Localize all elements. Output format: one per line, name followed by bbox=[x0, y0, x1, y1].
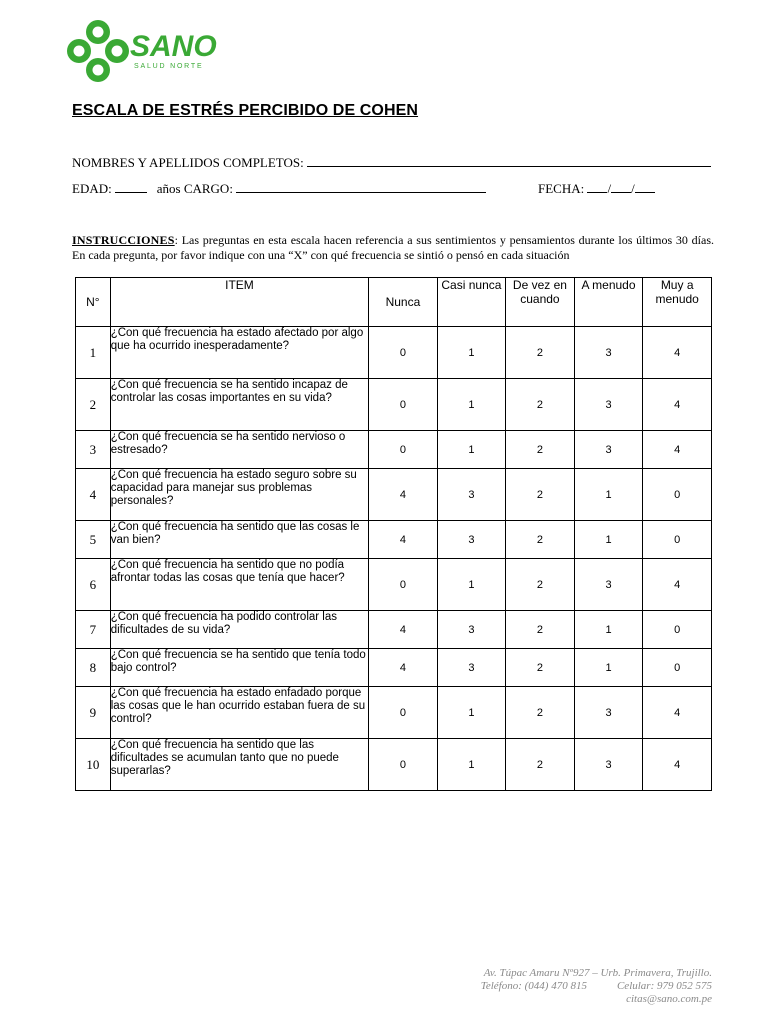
score-cell[interactable]: 4 bbox=[369, 521, 437, 559]
position-field[interactable] bbox=[236, 181, 486, 193]
score-cell[interactable]: 4 bbox=[643, 327, 712, 379]
row-number: 4 bbox=[76, 469, 111, 521]
score-cell[interactable]: 1 bbox=[574, 469, 643, 521]
header-almost-never: Casi nunca bbox=[437, 278, 505, 327]
score-cell[interactable]: 3 bbox=[437, 521, 505, 559]
row-number: 6 bbox=[76, 559, 111, 611]
score-cell[interactable]: 2 bbox=[506, 327, 575, 379]
score-cell[interactable]: 4 bbox=[369, 649, 437, 687]
score-cell[interactable]: 4 bbox=[643, 739, 712, 791]
score-cell[interactable]: 0 bbox=[643, 611, 712, 649]
footer-address: Av. Túpac Amaru Nº927 – Urb. Primavera, Trujillo. bbox=[483, 967, 712, 979]
score-cell[interactable]: 2 bbox=[506, 379, 575, 431]
score-cell[interactable]: 4 bbox=[643, 379, 712, 431]
table-row bbox=[76, 469, 712, 521]
score-cell[interactable]: 0 bbox=[643, 469, 712, 521]
row-question: ¿Con qué frecuencia ha sentido que las cosas le van bien? bbox=[110, 521, 369, 559]
table-row bbox=[76, 431, 712, 469]
sano-logo bbox=[64, 18, 234, 84]
score-cell[interactable]: 4 bbox=[369, 611, 437, 649]
score-cell[interactable]: 1 bbox=[574, 649, 643, 687]
table-row bbox=[76, 687, 712, 739]
footer-contact bbox=[481, 967, 712, 1006]
page-title: ESCALA DE ESTRÉS PERCIBIDO DE COHEN bbox=[72, 102, 419, 119]
row-number: 3 bbox=[76, 431, 111, 469]
score-cell[interactable]: 2 bbox=[506, 469, 575, 521]
table-row bbox=[76, 611, 712, 649]
position-label: CARGO: bbox=[183, 181, 233, 196]
score-cell[interactable]: 1 bbox=[574, 521, 643, 559]
header-never: Nunca bbox=[369, 278, 437, 327]
age-label: EDAD: bbox=[72, 181, 112, 196]
score-cell[interactable]: 3 bbox=[574, 379, 643, 431]
score-cell[interactable]: 4 bbox=[643, 431, 712, 469]
header-sometimes: De vez en cuando bbox=[506, 278, 575, 327]
score-cell[interactable]: 0 bbox=[369, 559, 437, 611]
score-cell[interactable]: 3 bbox=[574, 559, 643, 611]
score-cell[interactable]: 1 bbox=[437, 687, 505, 739]
stress-scale-table bbox=[75, 277, 712, 791]
table-row bbox=[76, 327, 712, 379]
table-header-row bbox=[76, 278, 712, 327]
row-question: ¿Con qué frecuencia ha sentido que no podía afrontar todas las cosas que tenía que hacer? bbox=[110, 559, 369, 611]
sano-logo-mark bbox=[64, 18, 234, 84]
score-cell[interactable]: 3 bbox=[437, 469, 505, 521]
age-position-date-row bbox=[72, 181, 712, 197]
row-number: 8 bbox=[76, 649, 111, 687]
footer-email[interactable]: citas@sano.com.pe bbox=[626, 993, 712, 1005]
header-often: A menudo bbox=[574, 278, 643, 327]
row-number: 1 bbox=[76, 327, 111, 379]
score-cell[interactable]: 3 bbox=[574, 327, 643, 379]
score-cell[interactable]: 2 bbox=[506, 431, 575, 469]
row-question: ¿Con qué frecuencia ha podido controlar las dificultades de su vida? bbox=[110, 611, 369, 649]
score-cell[interactable]: 4 bbox=[643, 559, 712, 611]
footer-phones bbox=[481, 980, 712, 993]
table-row bbox=[76, 379, 712, 431]
instructions-label: INSTRUCCIONES bbox=[72, 233, 175, 247]
row-number: 2 bbox=[76, 379, 111, 431]
logo-tagline: SALUD NORTE bbox=[134, 63, 204, 70]
score-cell[interactable]: 2 bbox=[506, 521, 575, 559]
date-group: FECHA: / / bbox=[538, 181, 655, 197]
date-month-field[interactable] bbox=[611, 181, 631, 193]
score-cell[interactable]: 1 bbox=[437, 431, 505, 469]
row-question: ¿Con qué frecuencia ha sentido que las dificultades se acumulan tanto que no puede superarlas? bbox=[110, 739, 369, 791]
header-num: N° bbox=[76, 278, 111, 327]
score-cell[interactable]: 1 bbox=[437, 739, 505, 791]
score-cell[interactable]: 0 bbox=[643, 649, 712, 687]
score-cell[interactable]: 2 bbox=[506, 687, 575, 739]
row-question: ¿Con qué frecuencia se ha sentido nervioso o estresado? bbox=[110, 431, 369, 469]
score-cell[interactable]: 1 bbox=[574, 611, 643, 649]
score-cell[interactable]: 0 bbox=[369, 379, 437, 431]
logo-brand: SANO bbox=[130, 30, 217, 63]
names-label: NOMBRES Y APELLIDOS COMPLETOS: bbox=[72, 155, 304, 170]
age-field[interactable] bbox=[115, 181, 147, 193]
row-question: ¿Con qué frecuencia se ha sentido que tenía todo bajo control? bbox=[110, 649, 369, 687]
score-cell[interactable]: 3 bbox=[437, 611, 505, 649]
score-cell[interactable]: 3 bbox=[574, 431, 643, 469]
table-row bbox=[76, 739, 712, 791]
score-cell[interactable]: 2 bbox=[506, 739, 575, 791]
row-number: 10 bbox=[76, 739, 111, 791]
score-cell[interactable]: 2 bbox=[506, 649, 575, 687]
names-row bbox=[72, 155, 711, 171]
years-label: años bbox=[156, 181, 181, 196]
score-cell[interactable]: 2 bbox=[506, 559, 575, 611]
footer-mobile: Celular: 979 052 575 bbox=[616, 980, 712, 992]
score-cell[interactable]: 3 bbox=[574, 687, 643, 739]
score-cell[interactable]: 3 bbox=[437, 649, 505, 687]
table-row bbox=[76, 521, 712, 559]
instructions bbox=[72, 233, 714, 263]
date-label: FECHA: bbox=[538, 181, 585, 196]
score-cell[interactable]: 1 bbox=[437, 559, 505, 611]
row-number: 5 bbox=[76, 521, 111, 559]
row-question: ¿Con qué frecuencia se ha sentido incapaz de controlar las cosas importantes en su vida? bbox=[110, 379, 369, 431]
table-row bbox=[76, 649, 712, 687]
score-cell[interactable]: 1 bbox=[437, 379, 505, 431]
footer-phone: Teléfono: (044) 470 815 bbox=[480, 980, 587, 992]
names-field[interactable] bbox=[307, 155, 711, 167]
score-cell[interactable]: 2 bbox=[506, 611, 575, 649]
score-cell[interactable]: 0 bbox=[369, 431, 437, 469]
score-cell[interactable]: 4 bbox=[369, 469, 437, 521]
header-very-often: Muy a menudo bbox=[643, 278, 712, 327]
row-number: 9 bbox=[76, 687, 111, 739]
score-cell[interactable]: 4 bbox=[643, 687, 712, 739]
score-cell[interactable]: 0 bbox=[369, 327, 437, 379]
table-row bbox=[76, 559, 712, 611]
score-cell[interactable]: 0 bbox=[369, 739, 437, 791]
score-cell[interactable]: 3 bbox=[574, 739, 643, 791]
header-item: ITEM bbox=[110, 278, 369, 327]
row-question: ¿Con qué frecuencia ha estado afectado por algo que ha ocurrido inesperadamente? bbox=[110, 327, 369, 379]
row-number: 7 bbox=[76, 611, 111, 649]
date-year-field[interactable] bbox=[635, 181, 655, 193]
row-question: ¿Con qué frecuencia ha estado enfadado porque las cosas que le han ocurrido estaban fuera de su control? bbox=[110, 687, 369, 739]
row-question: ¿Con qué frecuencia ha estado seguro sobre su capacidad para manejar sus problemas personales? bbox=[110, 469, 369, 521]
date-day-field[interactable] bbox=[587, 181, 607, 193]
score-cell[interactable]: 1 bbox=[437, 327, 505, 379]
score-cell[interactable]: 0 bbox=[643, 521, 712, 559]
instructions-text: : Las preguntas en esta escala hacen referencia a sus sentimientos y pensamientos durante los últimos 30 días. En cada pregunta, por favor indique con una “X” con qué frecuencia se sintió o pensó en cada situación bbox=[72, 233, 714, 262]
score-cell[interactable]: 0 bbox=[369, 687, 437, 739]
